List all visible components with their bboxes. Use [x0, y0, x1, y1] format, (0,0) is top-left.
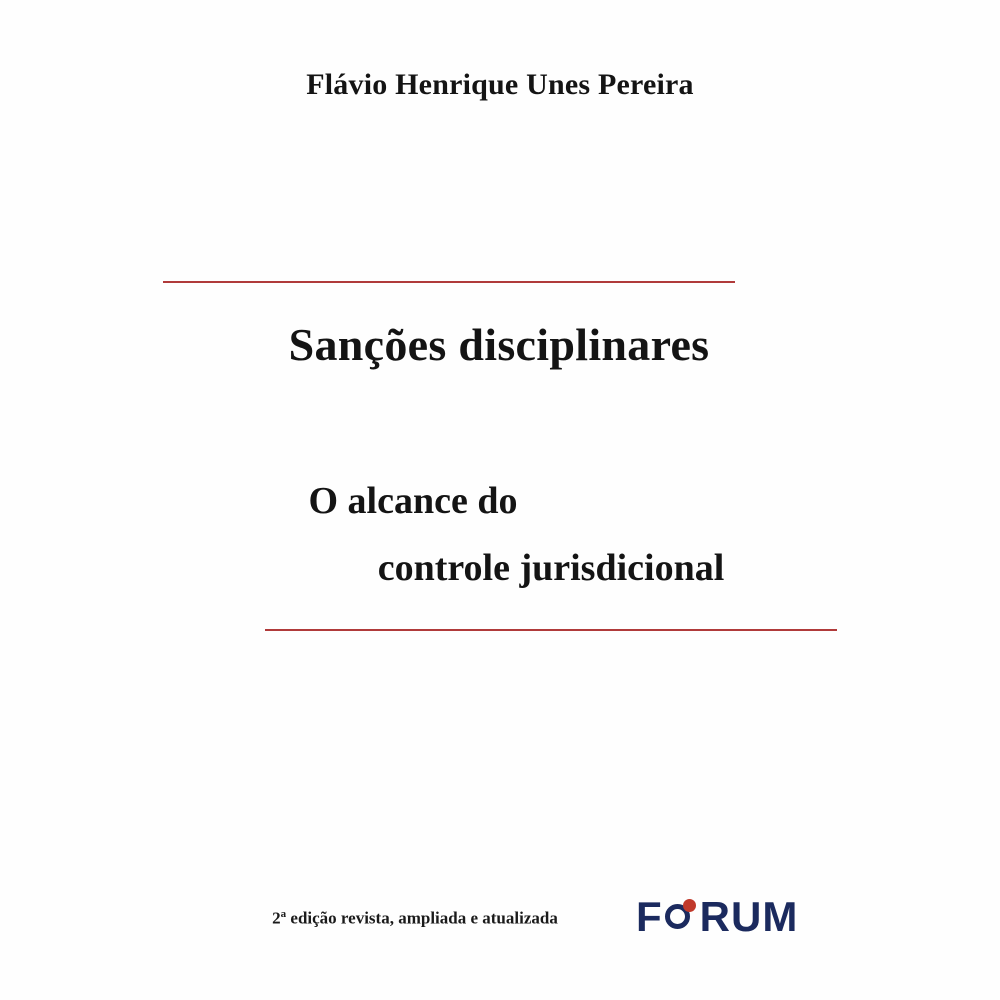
book-title: Sanções disciplinares [288, 319, 710, 370]
edition-note-text: edição revista, ampliada e atualizada [286, 908, 558, 928]
publisher-name-part-2: RUM [699, 893, 799, 940]
top-divider-rule [163, 281, 735, 283]
publisher-logo [636, 893, 798, 941]
bottom-divider-rule [265, 629, 837, 631]
book-subtitle-line-1: O alcance do [308, 480, 518, 522]
edition-number: 2 [272, 908, 281, 928]
author-name: Flávio Henrique Unes Pereira [306, 68, 694, 101]
publisher-name-part-1: F [636, 893, 663, 940]
forum-o-ring-icon [665, 901, 698, 934]
book-subtitle-line-2: controle jurisdicional [377, 547, 725, 589]
edition-note [255, 908, 575, 929]
edition-ordinal-suffix: a [280, 908, 287, 920]
